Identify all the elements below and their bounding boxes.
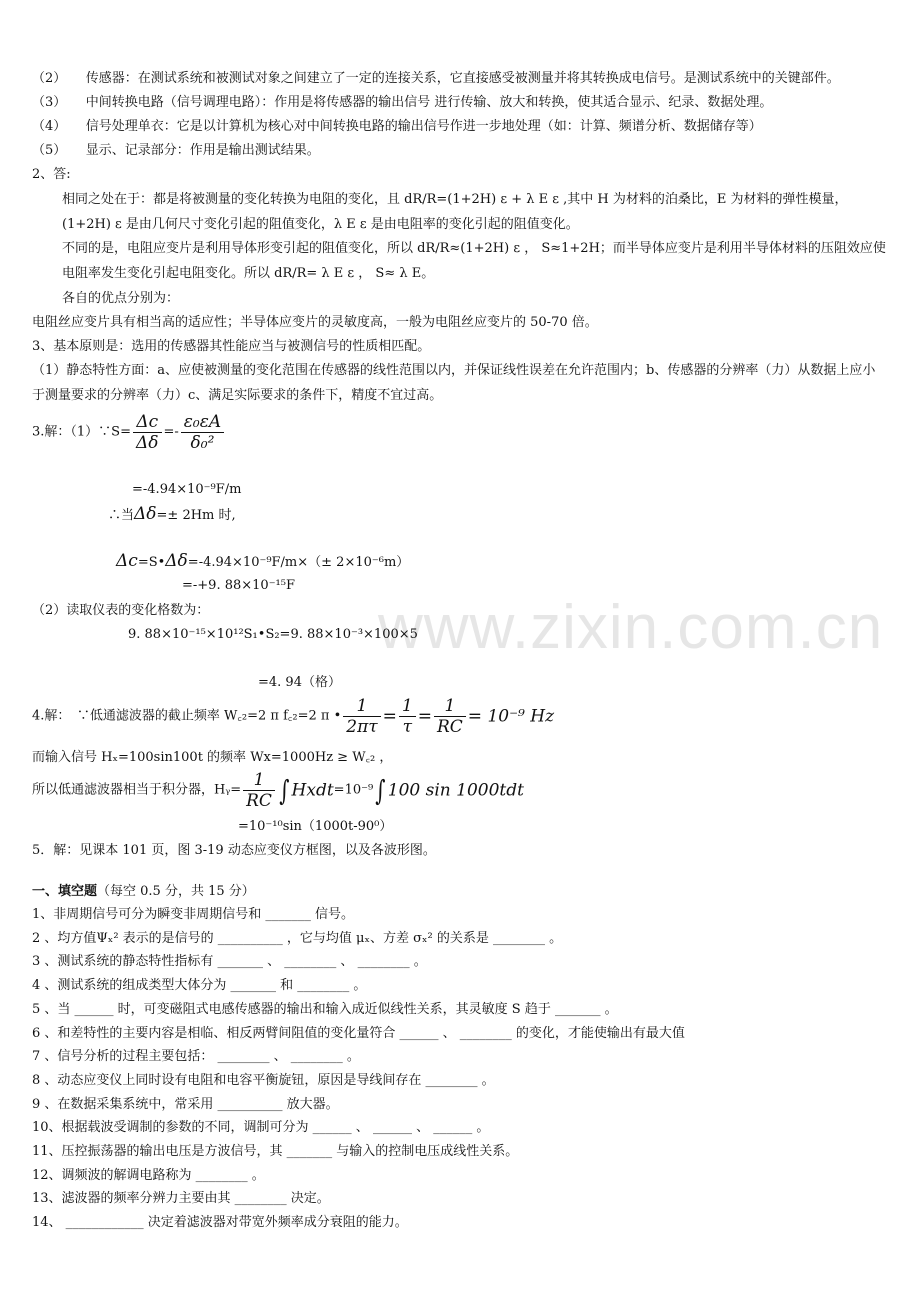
therefore-text: ∴当 xyxy=(108,508,135,523)
integrator-label: 所以低通滤波器相当于积分器，Hᵧ= xyxy=(32,782,242,798)
frac-numerator: 1 xyxy=(243,770,275,791)
q4-result: =10⁻¹⁰sin（1000t-90⁰） xyxy=(238,819,393,834)
q4-label: 4.解： ∵低通滤波器的截止频率 W꜀₂=2 π f꜀₂=2 π • xyxy=(32,708,342,724)
part-5-display: （5） 显示、记录部分：作用是输出测试结果。 xyxy=(32,143,320,158)
q3-result-1: =-4.94×10⁻⁹F/m xyxy=(132,482,242,497)
fill-item: 10、根据载波受调制的参数的不同，调制可分为 ______ 、 ______ 、 ______ 。 xyxy=(32,1120,490,1136)
frac-numerator: ε₀εA xyxy=(181,412,224,433)
frac-numerator: 1 xyxy=(434,696,466,717)
q2-similarity-para: 相同之处在于：都是将被测量的变化转换为电阻的变化，且 dR/R=(1+2H) ε + λ E ε ,其中 H 为材料的泊桑比，E 为材料的弹性模量，(1+2H) ε 是由几何尺寸变化引起的阻值变化，λ E ε 是由电阻率的变化引起的阻值变化。 xyxy=(62,192,848,232)
q2-label: 2、答: xyxy=(32,167,71,182)
frac-denominator: RC xyxy=(246,791,272,811)
fraction-1-rc xyxy=(243,770,275,811)
fill-item: 13、滤波器的频率分辨力主要由其 ________ 决定。 xyxy=(32,1191,330,1207)
fill-item: 11、压控振荡器的输出电压是方波信号，其 _______ 与输入的控制电压成线性关系。 xyxy=(32,1144,519,1159)
frac-denominator: RC xyxy=(436,717,463,737)
fill-item: 9 、在数据采集系统中，常采用 __________ 放大器。 xyxy=(32,1096,339,1112)
therefore-tail: =± 2Hm 时, xyxy=(156,508,236,523)
frac-denominator: τ xyxy=(402,717,413,737)
fraction-1-2pitau xyxy=(343,696,380,737)
fill-item: 5 、当 ______ 时，可变磁阻式电感传感器的输出和输入成近似线性关系，其灵敏度 S 趋于 _______ 。 xyxy=(32,1001,618,1017)
part-3-conversion-circuit: （3） 中间转换电路（信号调理电路）：作用是将传感器的输出信号 进行传输、放大和转换，使其适合显示、纪录、数据处理。 xyxy=(32,95,773,110)
watermark: www.zixin.com.cn xyxy=(378,593,884,662)
q4-tail: = 10⁻⁹ Hz xyxy=(467,706,555,727)
fill-item: 12、调频波的解调电路称为 ________ 。 xyxy=(32,1167,265,1183)
frac-denominator: δ₀² xyxy=(190,433,215,453)
q3-result-2: =-+9. 88×10⁻¹⁵F xyxy=(182,578,295,593)
q5-answer: 5．解：见课本 101 页，图 3-19 动态应变仪方框图，以及各波形图。 xyxy=(32,843,436,858)
q3-therefore-line xyxy=(108,505,236,525)
delta-delta: Δδ xyxy=(165,551,188,571)
q3-solve-label: 3.解：（1）∵S= xyxy=(32,424,131,440)
frac-denominator: Δδ xyxy=(135,433,159,453)
section-note: （每空 0.5 分，共 15 分） xyxy=(97,884,255,899)
frac-numerator: 1 xyxy=(399,696,416,717)
q3-part2-label: （2）读取仪表的变化格数为： xyxy=(32,603,210,618)
fill-item: 4 、测试系统的组成类型大体分为 _______ 和 ________ 。 xyxy=(32,978,367,994)
frac-numerator: Δc xyxy=(133,412,162,433)
part-2-sensor: （2） 传感器：在测试系统和被测试对象之间建立了一定的连接关系，它直接感受被测量并将其转换成电信号。是测试系统中的关键部件。 xyxy=(32,71,840,86)
fill-item: 8 、动态应变仪上同时设有电阻和电容平衡旋钮，原因是导线间存在 ________ 。 xyxy=(32,1072,495,1088)
fill-item: 3 、测试系统的静态特性指标有 _______ 、 ________ 、 ________ 。 xyxy=(32,954,427,970)
q3-part2-equation: 9. 88×10⁻¹⁵×10¹²S₁•S₂=9. 88×10⁻³×100×5 xyxy=(128,627,418,642)
frac-numerator: 1 xyxy=(343,696,380,717)
delta-delta: Δδ xyxy=(134,504,157,524)
fraction-dc-dd xyxy=(133,412,162,453)
fraction-capacitance xyxy=(181,412,224,453)
fill-item: 6 、和差特性的主要内容是相临、相反两臂间阻值的变化量符合 ______ 、 ________ 的变化，才能使输出有最大值 xyxy=(32,1025,685,1041)
fill-item: 2 、均方值Ψₓ² 表示的是信号的 __________ ，它与均值 μₓ、方差 σₓ² 的关系是 ________ 。 xyxy=(32,930,563,946)
q2-advantages-label: 各自的优点分别为： xyxy=(62,291,180,306)
integrand-2: 100 sin 1000tdt xyxy=(387,780,524,801)
fill-item: 14、 ____________ 决定着滤波器对带宽外频率成分衰阻的能力。 xyxy=(32,1215,408,1231)
integral-mid: =10⁻⁹ xyxy=(333,782,374,798)
fill-section-heading xyxy=(32,882,255,901)
delta-c: Δc xyxy=(116,551,138,571)
integral-sign: ∫ xyxy=(375,773,386,807)
q4-cutoff-equation: 4.解： ∵低通滤波器的截止频率 W꜀₂=2 π f꜀₂=2 π • $\frac{1}{2\pi\tau}$ = $\frac{1}{\tau}$ = $\frac{1}{RC}$ = 10⁻⁹ Hz xyxy=(32,696,555,737)
q2-difference-para: 不同的是，电阻应变片是利用导体形变引起的阻值变化，所以 dR/R≈(1+2H) ε ， S≈1+2H；而半导体应变片是利用半导体材料的压阻效应使电阻率发生变化引起电阻变化。所以 dR/R= λ E ε ， S≈ λ E。 xyxy=(62,241,886,281)
fraction-1-rc xyxy=(434,696,466,737)
q3-part2-result: =4. 94（格） xyxy=(258,675,341,690)
q4-input-signal: 而输入信号 Hₓ=100sin100t 的频率 Wx=1000Hz ≥ W꜀₂ ， xyxy=(32,750,393,765)
fraction-1-tau xyxy=(399,696,416,737)
integral-sign: ∫ xyxy=(279,773,290,807)
q2-advantages-text: 电阻丝应变片具有相当高的适应性；半导体应变片的灵敏度高，一般为电阻丝应变片的 50-70 倍。 xyxy=(32,315,598,330)
eq-mid: =S• xyxy=(137,555,166,570)
section-title: 一、填空题 xyxy=(32,883,98,898)
part-4-signal-processing: （4） 信号处理单衣：它是以计算机为核心对中间转换电路的输出信号作进一步地处理（如：计算、频谱分析、数据储存等） xyxy=(32,119,762,134)
frac-denominator: 2πτ xyxy=(346,717,378,737)
fill-item: 1、非周期信号可分为瞬变非周期信号和 _______ 信号。 xyxy=(32,907,355,922)
equals-minus: =- xyxy=(163,424,179,440)
q4-integrator-equation xyxy=(32,770,524,811)
q3-delta-c-equation xyxy=(116,552,409,572)
integrand-1: Hxdt xyxy=(291,780,334,801)
q3-principle: 3、基本原则是：选用的传感器其性能应当与被测信号的性质相匹配。 xyxy=(32,339,431,354)
eq-tail: =-4.94×10⁻⁹F/m×（± 2×10⁻⁶m） xyxy=(187,555,410,570)
fill-item: 7 、信号分析的过程主要包括： ________ 、 ________ 。 xyxy=(32,1049,360,1065)
q3-sensitivity-equation xyxy=(32,412,226,453)
q3-static-characteristics: （1）静态特性方面：a、应使被测量的变化范围在传感器的线性范围以内，并保证线性误差在允许范围内；b、传感器的分辨率（力）从数据上应小于测量要求的分辨率（力）c、满足实际要求的条件下，精度不宜过高。 xyxy=(32,363,876,403)
